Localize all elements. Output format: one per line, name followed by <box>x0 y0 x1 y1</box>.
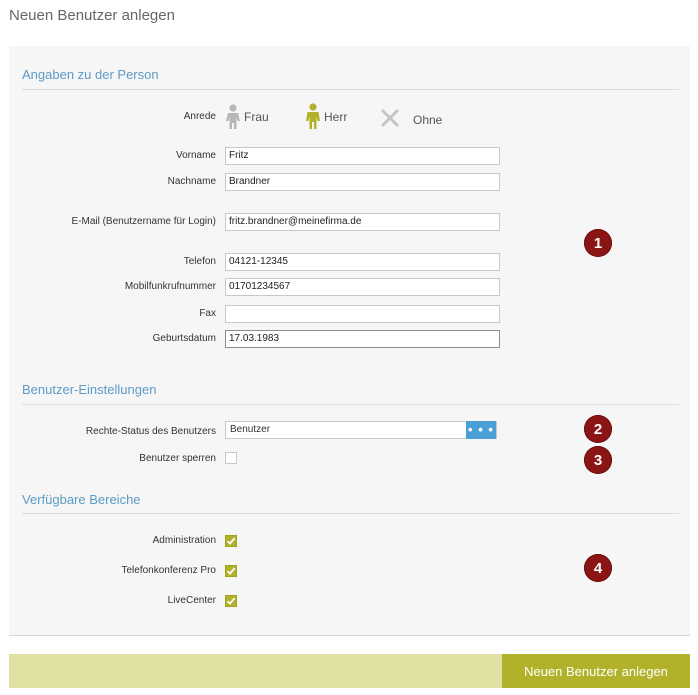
create-user-button[interactable]: Neuen Benutzer anlegen <box>502 654 690 688</box>
area-telefonkonferenz-checkbox[interactable] <box>225 565 237 577</box>
salutation-option-ohne[interactable] <box>381 109 442 127</box>
geburtsdatum-label: Geburtsdatum <box>152 333 216 344</box>
checkmark-icon <box>226 596 236 606</box>
section-title-areas: Verfügbare Bereiche <box>22 492 141 507</box>
male-person-icon <box>305 103 321 130</box>
nachname-input[interactable]: Brandner <box>225 173 500 191</box>
salutation-label-ohne: Ohne <box>413 113 443 127</box>
section-divider <box>22 404 679 405</box>
area-livecenter-label: LiveCenter <box>167 595 216 606</box>
rights-status-more-button[interactable]: • • • <box>466 421 496 439</box>
email-label: E-Mail (Benutzername für Login) <box>71 216 216 227</box>
footer-bar <box>9 654 502 688</box>
nachname-label: Nachname <box>167 176 216 187</box>
salutation-label-frau: Frau <box>244 110 269 124</box>
female-person-icon <box>225 104 241 130</box>
salutation-option-frau[interactable] <box>225 104 269 130</box>
area-administration-checkbox[interactable] <box>225 535 237 547</box>
annotation-badge-4: 4 <box>584 554 612 582</box>
mobil-label: Mobilfunkrufnummer <box>124 281 216 292</box>
area-administration-label: Administration <box>152 535 216 546</box>
lock-user-label: Benutzer sperren <box>139 453 216 464</box>
fax-label: Fax <box>199 308 216 319</box>
telefon-input[interactable]: 04121-12345 <box>225 253 500 271</box>
lock-user-checkbox[interactable] <box>225 452 237 464</box>
area-livecenter-checkbox[interactable] <box>225 595 237 607</box>
cross-icon <box>381 109 399 127</box>
checkmark-icon <box>226 566 236 576</box>
salutation-option-herr[interactable] <box>305 103 347 130</box>
rights-status-label: Rechte-Status des Benutzers <box>85 426 216 437</box>
fax-input[interactable] <box>225 305 500 323</box>
geburtsdatum-input[interactable]: 17.03.1983 <box>225 330 500 348</box>
checkmark-icon <box>226 536 236 546</box>
section-title-settings: Benutzer-Einstellungen <box>22 382 157 397</box>
form-panel <box>9 46 690 636</box>
section-divider <box>22 89 679 90</box>
salutation-label: Anrede <box>183 111 216 122</box>
mobil-input[interactable]: 01701234567 <box>225 278 500 296</box>
area-telefonkonferenz-label: Telefonkonferenz Pro <box>121 565 216 576</box>
section-divider <box>22 513 679 514</box>
vorname-input[interactable]: Fritz <box>225 147 500 165</box>
rights-status-select[interactable]: Benutzer <box>225 421 497 439</box>
annotation-badge-1: 1 <box>584 229 612 257</box>
section-title-person: Angaben zu der Person <box>22 67 159 82</box>
page-title: Neuen Benutzer anlegen <box>9 7 175 24</box>
salutation-label-herr: Herr <box>324 109 348 124</box>
annotation-badge-3: 3 <box>584 446 612 474</box>
telefon-label: Telefon <box>183 256 216 267</box>
vorname-label: Vorname <box>175 150 216 161</box>
annotation-badge-2: 2 <box>584 415 612 443</box>
email-input[interactable]: fritz.brandner@meinefirma.de <box>225 213 500 231</box>
